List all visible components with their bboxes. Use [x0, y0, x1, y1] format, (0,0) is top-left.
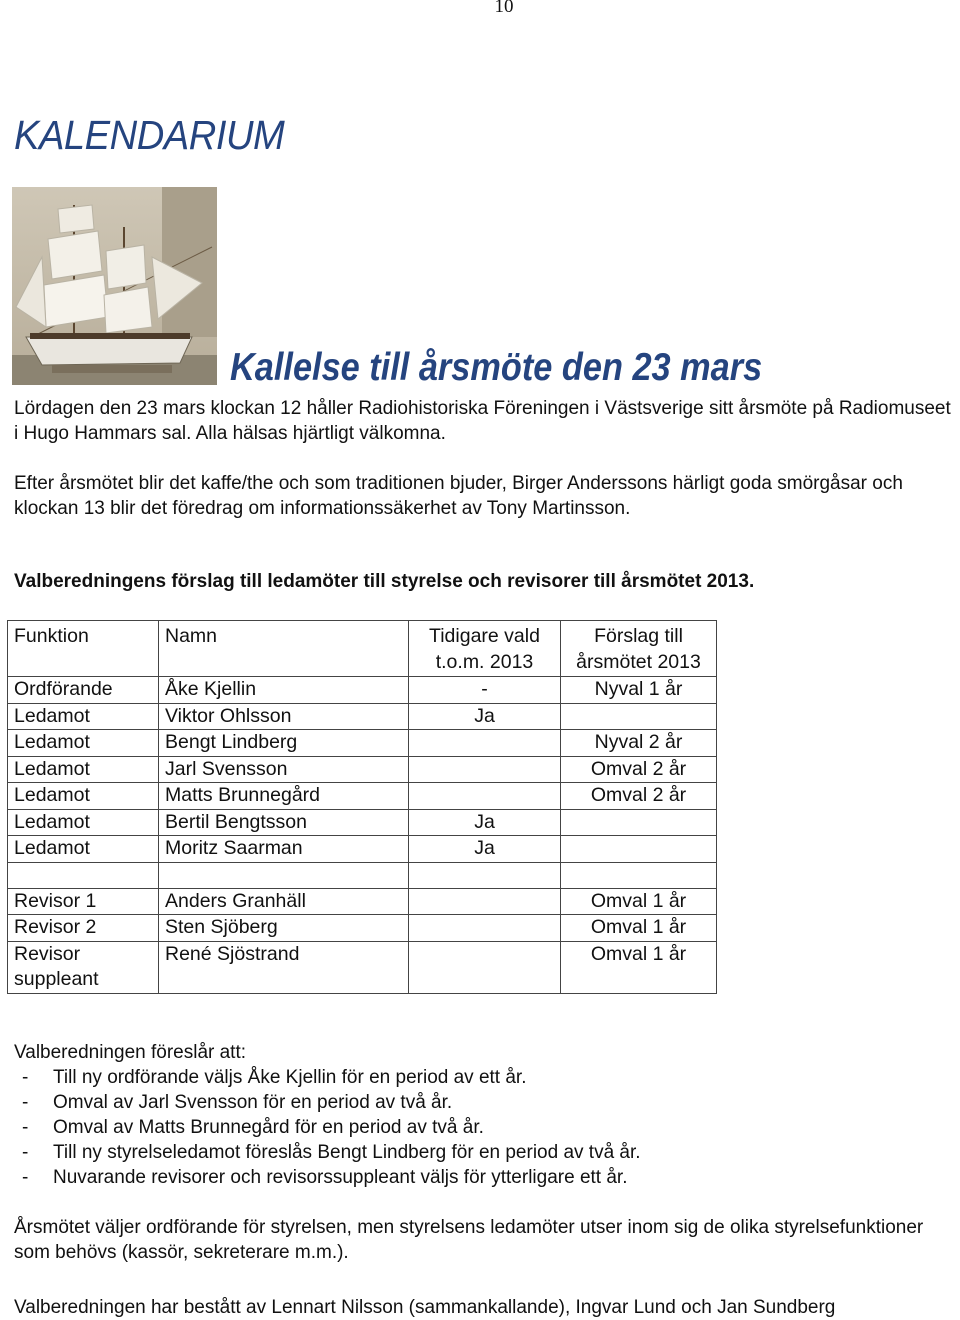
ship-model-photo: [12, 187, 217, 385]
proposal-text: Omval av Matts Brunnegård för en period av två år.: [53, 1117, 484, 1138]
list-item: [14, 1065, 641, 1090]
table-row: [8, 783, 717, 810]
cell-forslag: [561, 836, 717, 863]
list-item: [14, 1115, 641, 1140]
cell-funktion: Ledamot: [8, 809, 159, 836]
cell-namn: Åke Kjellin: [159, 677, 409, 704]
cell-namn: Bertil Bengtsson: [159, 809, 409, 836]
dash-bullet: -: [22, 1067, 29, 1088]
table-row: [8, 809, 717, 836]
list-item: [14, 1165, 641, 1190]
cell-funktion: Ledamot: [8, 836, 159, 863]
cell-forslag: Nyval 2 år: [561, 730, 717, 757]
proposal-text: Nuvarande revisorer och revisorssuppleant väljs för ytterligare ett år.: [53, 1167, 628, 1188]
table-row: [8, 730, 717, 757]
dash-bullet: -: [22, 1092, 29, 1113]
dash-bullet: -: [22, 1167, 29, 1188]
cell-funktion: Ledamot: [8, 730, 159, 757]
nomination-table: [7, 620, 717, 994]
cell-namn: René Sjöstrand: [159, 941, 409, 993]
cell-namn: Sten Sjöberg: [159, 915, 409, 942]
table-row: [8, 756, 717, 783]
cell-tidigare: [409, 941, 561, 993]
cell-forslag: Omval 1 år: [561, 915, 717, 942]
list-item: [14, 1090, 641, 1115]
dash-bullet: -: [22, 1117, 29, 1138]
intro-paragraph: Lördagen den 23 mars klockan 12 håller Radiohistoriska Föreningen i Västsverige sitt årsmöte på Radiomuseet i Hugo Hammars sal. Alla hälsas hjärtligt välkomna.: [14, 398, 951, 444]
col-header-tidigare: Tidigare vald t.o.m. 2013: [409, 621, 561, 677]
cell-funktion: Ledamot: [8, 703, 159, 730]
committee-paragraph: Valberedningen har bestått av Lennart Nilsson (sammankallande), Ingvar Lund och Jan Sundberg: [14, 1297, 836, 1318]
cell-funktion: Revisor suppleant: [8, 941, 159, 993]
cell-funktion: Revisor 2: [8, 915, 159, 942]
cell-namn: Viktor Ohlsson: [159, 703, 409, 730]
col-header-namn: Namn: [159, 621, 409, 677]
cell-tidigare: Ja: [409, 703, 561, 730]
proposals-section: [14, 1040, 641, 1190]
proposal-text: Omval av Jarl Svensson för en period av två år.: [53, 1092, 453, 1113]
col-header-funktion: Funktion: [8, 621, 159, 677]
page-number: 10: [494, 0, 514, 17]
cell-tidigare: [409, 783, 561, 810]
cell-forslag: Omval 1 år: [561, 888, 717, 915]
program-paragraph: Efter årsmötet blir det kaffe/the och som traditionen bjuder, Birger Anderssons härligt goda smörgåsar och klockan 13 blir det föredrag om informationssäkerhet av Tony Martinsson.: [14, 473, 903, 519]
cell-namn: Moritz Saarman: [159, 836, 409, 863]
table-header-row: [8, 621, 717, 677]
cell-tidigare: [409, 888, 561, 915]
page-title: KALENDARIUM: [14, 112, 285, 158]
cell-funktion: Ordförande: [8, 677, 159, 704]
cell-tidigare: [409, 915, 561, 942]
cell-tidigare: [409, 756, 561, 783]
proposals-list: [14, 1065, 641, 1190]
cell-forslag: Omval 2 år: [561, 756, 717, 783]
dash-bullet: -: [22, 1142, 29, 1163]
table-spacer-row: [8, 862, 717, 888]
table-row: [8, 941, 717, 993]
cell-forslag: [561, 809, 717, 836]
cell-namn: Anders Granhäll: [159, 888, 409, 915]
cell-tidigare: Ja: [409, 809, 561, 836]
cell-forslag: Omval 2 år: [561, 783, 717, 810]
col-header-forslag: Förslag till årsmötet 2013: [561, 621, 717, 677]
closing-paragraph: Årsmötet väljer ordförande för styrelsen, men styrelsens ledamöter utser inom sig de olika styrelsefunktioner som behövs (kassör, sekreterare m.m.).: [14, 1217, 924, 1263]
cell-namn: Matts Brunnegård: [159, 783, 409, 810]
cell-namn: Jarl Svensson: [159, 756, 409, 783]
cell-forslag: Omval 1 år: [561, 941, 717, 993]
cell-funktion: Ledamot: [8, 783, 159, 810]
cell-forslag: [561, 703, 717, 730]
table-row: [8, 703, 717, 730]
article-title: Kallelse till årsmöte den 23 mars: [230, 346, 763, 389]
cell-tidigare: -: [409, 677, 561, 704]
proposals-intro: Valberedningen föreslår att:: [14, 1042, 247, 1063]
proposal-text: Till ny ordförande väljs Åke Kjellin för en period av ett år.: [53, 1067, 527, 1088]
table-row: [8, 836, 717, 863]
table-heading: Valberedningens förslag till ledamöter till styrelse och revisorer till årsmötet 2013.: [14, 571, 755, 592]
cell-namn: Bengt Lindberg: [159, 730, 409, 757]
cell-funktion: Ledamot: [8, 756, 159, 783]
table-row: [8, 677, 717, 704]
cell-funktion: Revisor 1: [8, 888, 159, 915]
cell-forslag: Nyval 1 år: [561, 677, 717, 704]
list-item: [14, 1140, 641, 1165]
cell-tidigare: [409, 730, 561, 757]
proposal-text: Till ny styrelseledamot föreslås Bengt Lindberg för en period av två år.: [53, 1142, 641, 1163]
table-row: [8, 888, 717, 915]
table-row: [8, 915, 717, 942]
cell-tidigare: Ja: [409, 836, 561, 863]
